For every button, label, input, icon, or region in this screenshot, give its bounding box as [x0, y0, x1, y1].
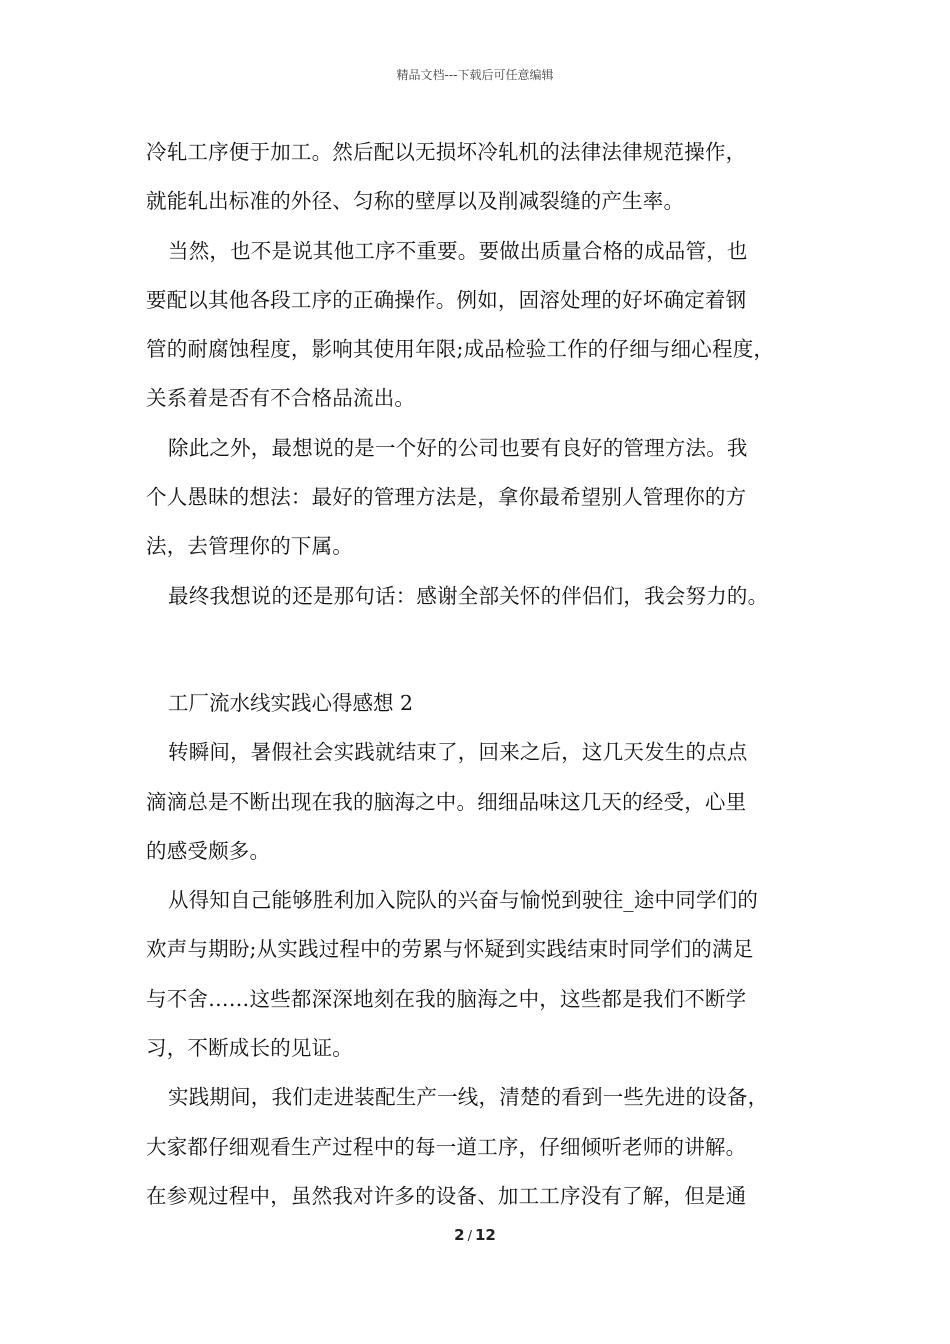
text-line: 实践期间，我们走进装配生产一线，清楚的看到一些先进的设备， — [168, 1085, 769, 1110]
total-pages-number: 12 — [474, 1226, 496, 1244]
section-heading: 工厂流水线实践心得感想 2 — [168, 690, 414, 715]
current-page-number: 2 — [454, 1226, 465, 1244]
text-line: 的感受颇多。 — [146, 838, 271, 863]
text-line: 除此之外，最想说的是一个好的公司也要有良好的管理方法。我 — [168, 435, 748, 460]
text-line: 管的耐腐蚀程度，影响其使用年限;成品检验工作的仔细与细心程度， — [146, 337, 775, 362]
paragraph — [146, 424, 826, 572]
document-body — [146, 128, 826, 1221]
text-line: 在参观过程中，虽然我对许多的设备、加工工序没有了解，但是通 — [146, 1183, 747, 1208]
text-line: 法，去管理你的下属。 — [146, 534, 353, 559]
paragraph — [146, 572, 826, 621]
text-line: 最终我想说的还是那句话：感谢全部关怀的伴侣们，我会努力的。 — [168, 583, 769, 608]
paragraph-group-after — [146, 728, 826, 1221]
text-line: 从得知自己能够胜利加入院队的兴奋与愉悦到驶往_途中同学们的 — [168, 888, 759, 913]
paragraph — [146, 227, 826, 424]
text-line: 大家都仔细观看生产过程中的每一道工序，仔细倾听老师的讲解。 — [146, 1134, 747, 1159]
section-spacer — [146, 621, 826, 679]
text-line: 滴滴总是不断出现在我的脑海之中。细细品味这几天的经受，心里 — [146, 789, 747, 814]
text-line: 要配以其他各段工序的正确操作。例如，固溶处理的好坏确定着钢 — [146, 287, 747, 312]
text-line: 个人愚昧的想法：最好的管理方法是，拿你最希望别人管理你的方 — [146, 485, 747, 510]
text-line: 当然，也不是说其他工序不重要。要做出质量合格的成品管，也 — [168, 238, 748, 263]
paragraph — [146, 128, 826, 227]
text-line: 欢声与期盼;从实践过程中的劳累与怀疑到实践结束时同学们的满足 — [146, 937, 754, 962]
text-line: 关系着是否有不合格品流出。 — [146, 386, 416, 411]
text-line: 与不舍……这些都深深地刻在我的脑海之中，这些都是我们不断学 — [146, 986, 747, 1011]
page-number — [0, 1226, 950, 1244]
paragraph — [146, 1073, 826, 1221]
paragraph — [146, 876, 826, 1073]
page-header: 精品文档---下载后可任意编辑 — [396, 68, 554, 82]
text-line: 冷轧工序便于加工。然后配以无损坏冷轧机的法律法律规范操作， — [146, 140, 747, 164]
text-line: 就能轧出标准的外径、匀称的壁厚以及削减裂缝的产生率。 — [146, 189, 685, 214]
text-line: 习，不断成长的见证。 — [146, 1036, 353, 1061]
paragraph — [146, 728, 826, 876]
text-line: 转瞬间，暑假社会实践就结束了，回来之后，这几天发生的点点 — [168, 740, 748, 765]
page-separator: / — [467, 1229, 472, 1244]
paragraph-group-before — [146, 128, 826, 621]
